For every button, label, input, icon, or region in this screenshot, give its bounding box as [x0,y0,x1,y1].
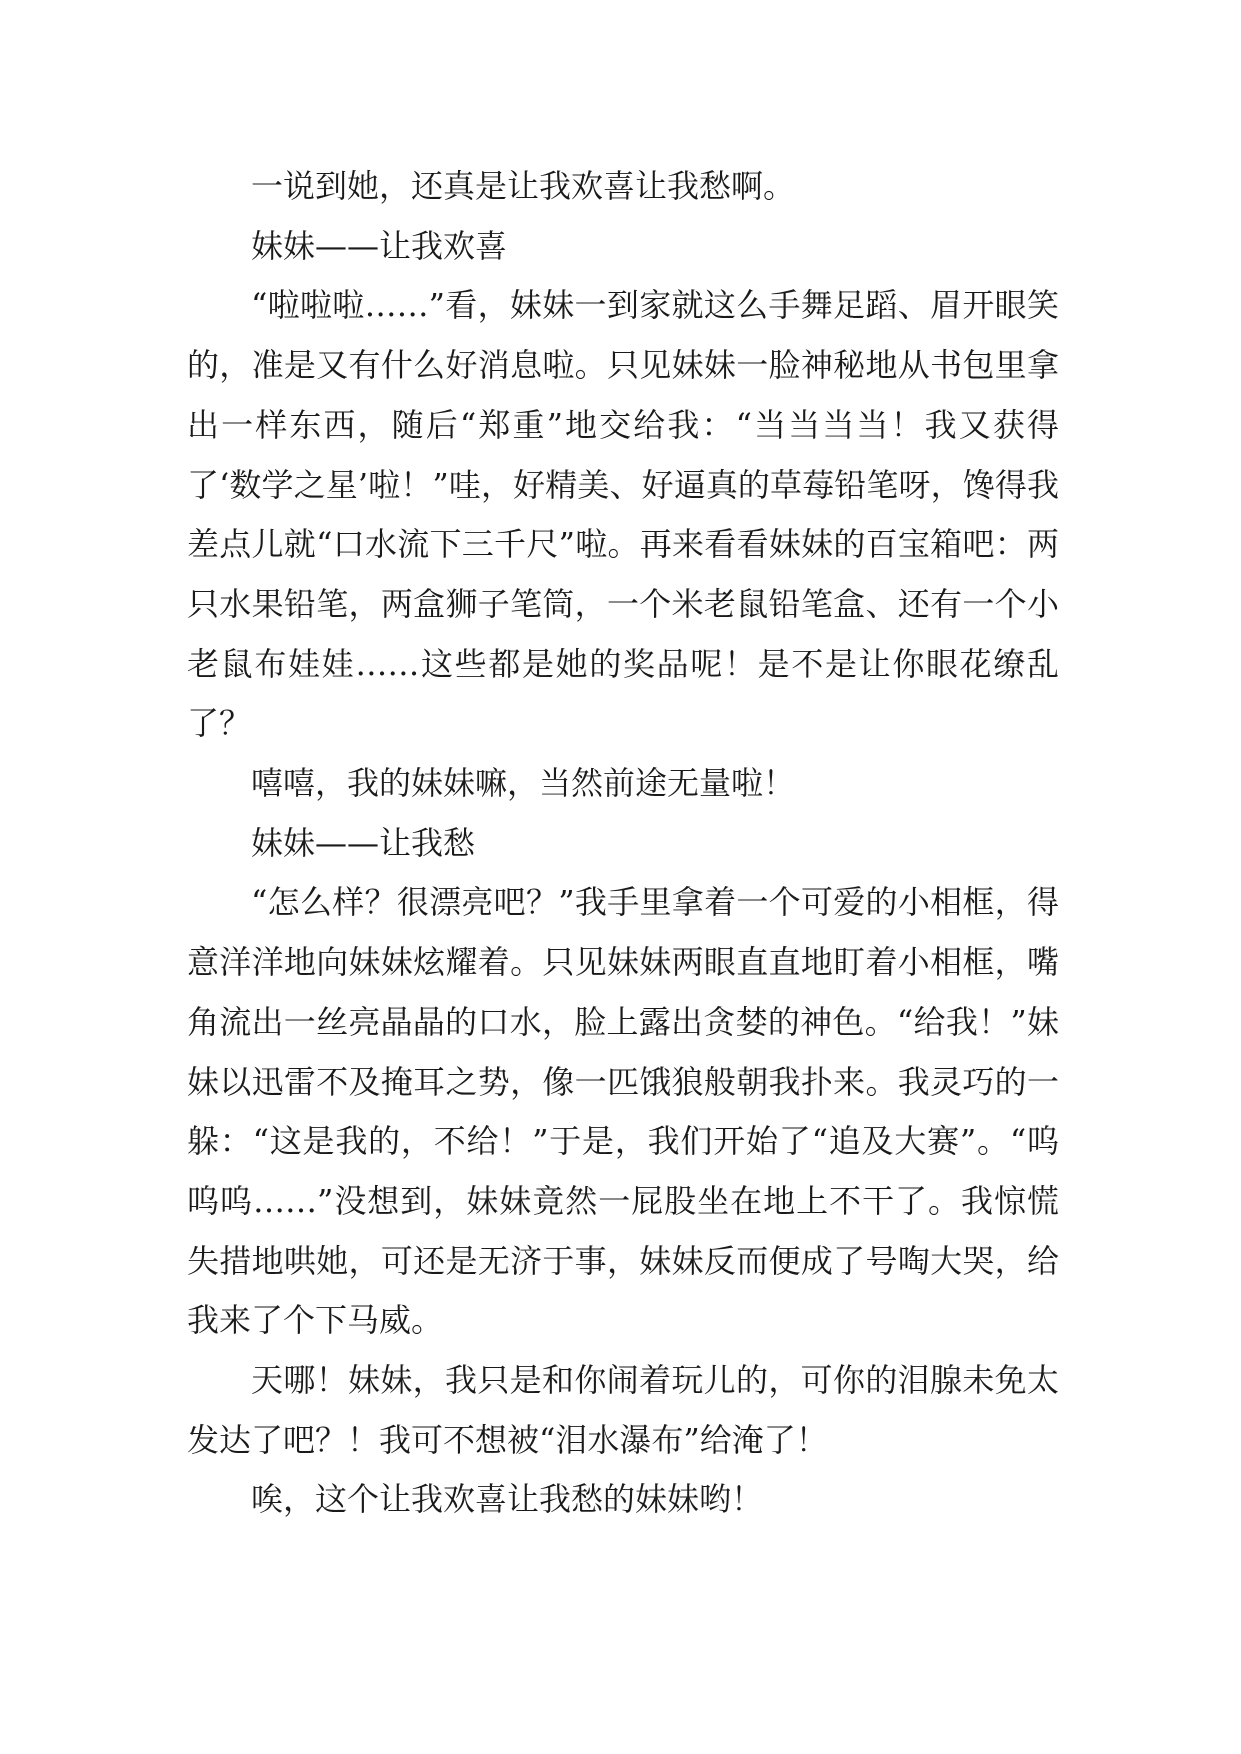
paragraph-worry-story: “怎么样？很漂亮吧？”我手里拿着一个可爱的小相框，得意洋洋地向妹妹炫耀着。只见妹妹两眼直直地盯着小相框，嘴角流出一丝亮晶晶的口水，脸上露出贪婪的神色。“给我！”妹妹以迅雷不及掩耳之势，像一匹饿狼般朝我扑来。我灵巧的一躲：“这是我的，不给！”于是，我们开始了“追及大赛”。“呜呜呜……”没想到，妹妹竟然一屁股坐在地上不干了。我惊慌失措地哄她，可还是无济于事，妹妹反而便成了号啕大哭，给我来了个下马威。 [187,883,1059,1340]
paragraph-intro: 一说到她，还真是让我欢喜让我愁啊。 [251,167,796,205]
paragraph-joy-story: “啦啦啦……”看，妹妹一到家就这么手舞足蹈、眉开眼笑的，准是又有什么好消息啦。只见妹妹一脸神秘地从书包里拿出一样东西，随后“郑重”地交给我：“当当当当！我又获得了‘数学之星’啦！”哇，好精美、好逼真的草莓铅笔呀，馋得我差点儿就“口水流下三千尺”啦。再来看看妹妹的百宝箱吧：两只水果铅笔，两盒狮子笔筒，一个米老鼠铅笔盒、还有一个小老鼠布娃娃……这些都是她的奖品呢！是不是让你眼花缭乱了？ [187,286,1059,743]
section-heading-joy: 妹妹——让我欢喜 [251,226,508,265]
paragraph-worry-reaction: 天哪！妹妹，我只是和你闹着玩儿的，可你的泪腺未免太发达了吧？！我可不想被“泪水瀑布”给淹了！ [187,1361,1059,1459]
paragraph-joy-conclusion: 嘻嘻，我的妹妹嘛，当然前途无量啦！ [251,764,796,803]
section-heading-worry: 妹妹——让我愁 [251,823,476,862]
essay-body [187,157,1059,1530]
paragraph-closing: 唉，这个让我欢喜让我愁的妹妹哟！ [251,1480,764,1519]
